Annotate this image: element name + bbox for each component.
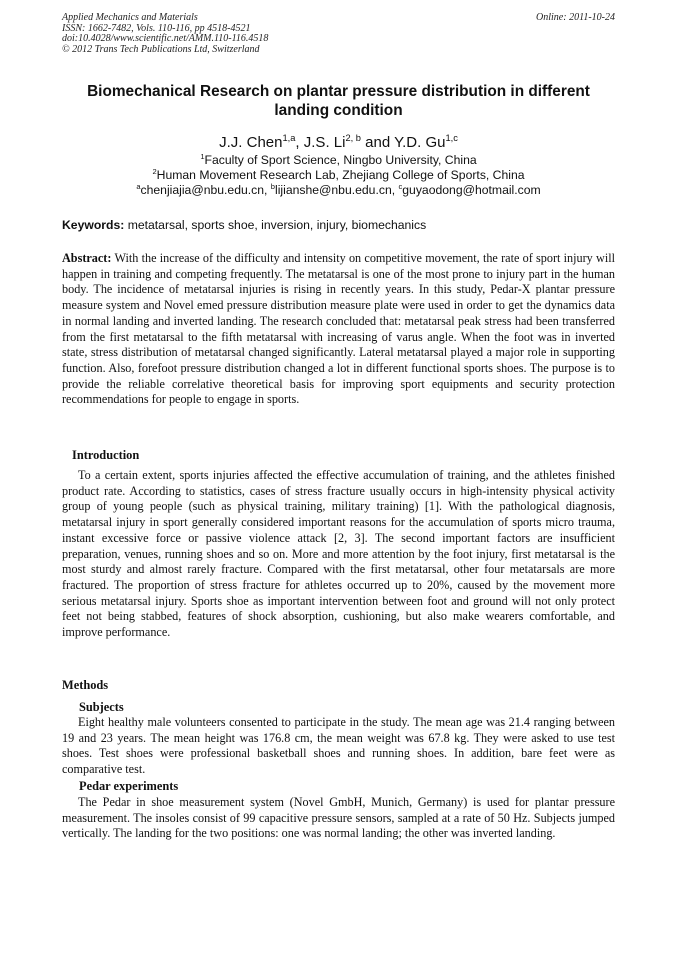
methods-heading: Methods	[62, 678, 109, 692]
affiliation-1	[62, 153, 615, 167]
pedar-text: The Pedar in shoe measurement system (Novel GmbH, Munich, Germany) is used for plantar pressure measurement. The insoles consist of 99 capacitive pressure sensors, sampled at a rate of 50 Hz. Subjects jumped vertically. The landing for the two positions: one was normal landing; the other was inverted landing.	[62, 795, 615, 841]
subjects-text: Eight healthy male volunteers consented to participate in the study. The mean age was 21.4 ranging between 19 and 23 years. The mean height was 176.8 cm, the mean weight was 67.8 kg. They were asked to use test shoes. Test shoes were professional basketball shoes and running shoes. In addition, bare feet were as comparative test.	[62, 715, 615, 777]
email-marker: c	[398, 181, 403, 191]
affil-marker: 2	[152, 166, 157, 176]
doi-line: doi:10.4028/www.scientific.net/AMM.110-116.4518	[62, 33, 269, 45]
email-address: chenjiajia@nbu.edu.cn,	[140, 183, 271, 197]
affil-marker: 1	[200, 151, 205, 161]
abstract	[62, 251, 615, 408]
author-affil-marker: 1,a	[282, 133, 296, 143]
affil-text: Faculty of Sport Science, Ningbo University, China	[204, 153, 477, 167]
author-separator: ,	[295, 134, 304, 151]
keywords	[62, 218, 615, 232]
abstract-label: Abstract:	[62, 251, 112, 265]
email-marker: b	[270, 181, 275, 191]
author-affil-marker: 1,c	[445, 133, 458, 143]
introduction-text: To a certain extent, sports injuries affected the effective accumulation of training, and the athletes finished product rate. According to statistics, cases of stress fracture usually occurs in high-intensity physical activity group of young people (such as physical training, military training) [1]. With the pathological diagnosis, metatarsal injury in sport generally considered important reasons for the accumulation of sports micro trauma, instant excessive force or passive violence attack [2, 3]. The second important factors are insufficient preparation, venues, running shoes and so on. More and more attention by the foot injury, first metatarsal is the most sturdy and almost rarely fracture. Compared with the first metatarsal, other four metatarsals are more fractured. The proportion of stress fracture for athletes occurred up to 20%, caused by the movement more serious metatarsal injury. Sports shoe as important intervention between foot and ground will not only protect feet not being stabbed, features of shock absorption, cushioning, but also make wearers comfortable, and improve performance.	[62, 468, 615, 640]
journal-name: Applied Mechanics and Materials	[62, 12, 198, 23]
subjects-heading: Subjects	[79, 700, 124, 714]
paper-title: Biomechanical Research on plantar pressure distribution in different landing condition	[87, 83, 590, 119]
keywords-text: metatarsal, sports shoe, inversion, injury, biomechanics	[124, 218, 427, 232]
abstract-text: With the increase of the difficulty and intensity on competitive movement, the rate of sport injury will happen in training and competing frequently. The metatarsal is one of the most prone to injury part in the human body. The incidence of metatarsal injuries is rising in recently years. In this study, Pedar-X plantar pressure measure system and Novel emed pressure distribution measure plate were used in order to get the dynamics data in normal landing and inverted landing. The research concluded that: metatarsal peak stress had been transferred from the first metatarsal to the fifth metatarsal with increasing of varus angle. When the foot was in inverted state, stress distribution of metatarsal changed significantly. Lateral metatarsal played a major role in supporting function. Also, forefoot pressure distribution changed a lot in different functional sports shoes. The purpose is to provide the reliable correlative theoretical basis for improving sport equipments and security protection recommendations for people to engage in sports.	[62, 251, 615, 407]
email-address: guyaodong@hotmail.com	[402, 183, 541, 197]
copyright-line: © 2012 Trans Tech Publications Ltd, Switzerland	[62, 43, 260, 55]
keywords-label: Keywords:	[62, 218, 125, 232]
author-separator: and	[360, 134, 395, 151]
issn-line: ISSN: 1662-7482, Vols. 110-116, pp 4518-4521	[62, 22, 251, 34]
pedar-heading: Pedar experiments	[79, 779, 179, 793]
author-affil-marker: 2, b	[345, 133, 361, 143]
author-name: Y.D. Gu	[394, 134, 446, 151]
affiliation-2	[62, 168, 615, 182]
author-list	[62, 134, 615, 152]
running-header	[62, 13, 615, 55]
email-line	[62, 183, 615, 197]
email-address: lijianshe@nbu.edu.cn,	[275, 183, 399, 197]
author-name: J.S. Li	[303, 134, 346, 151]
online-date: Online: 2011-10-24	[536, 12, 615, 23]
introduction-heading: Introduction	[72, 448, 140, 462]
affil-text: Human Movement Research Lab, Zhejiang College of Sports, China	[156, 168, 525, 182]
email-marker: a	[136, 181, 141, 191]
author-name: J.J. Chen	[219, 134, 283, 151]
